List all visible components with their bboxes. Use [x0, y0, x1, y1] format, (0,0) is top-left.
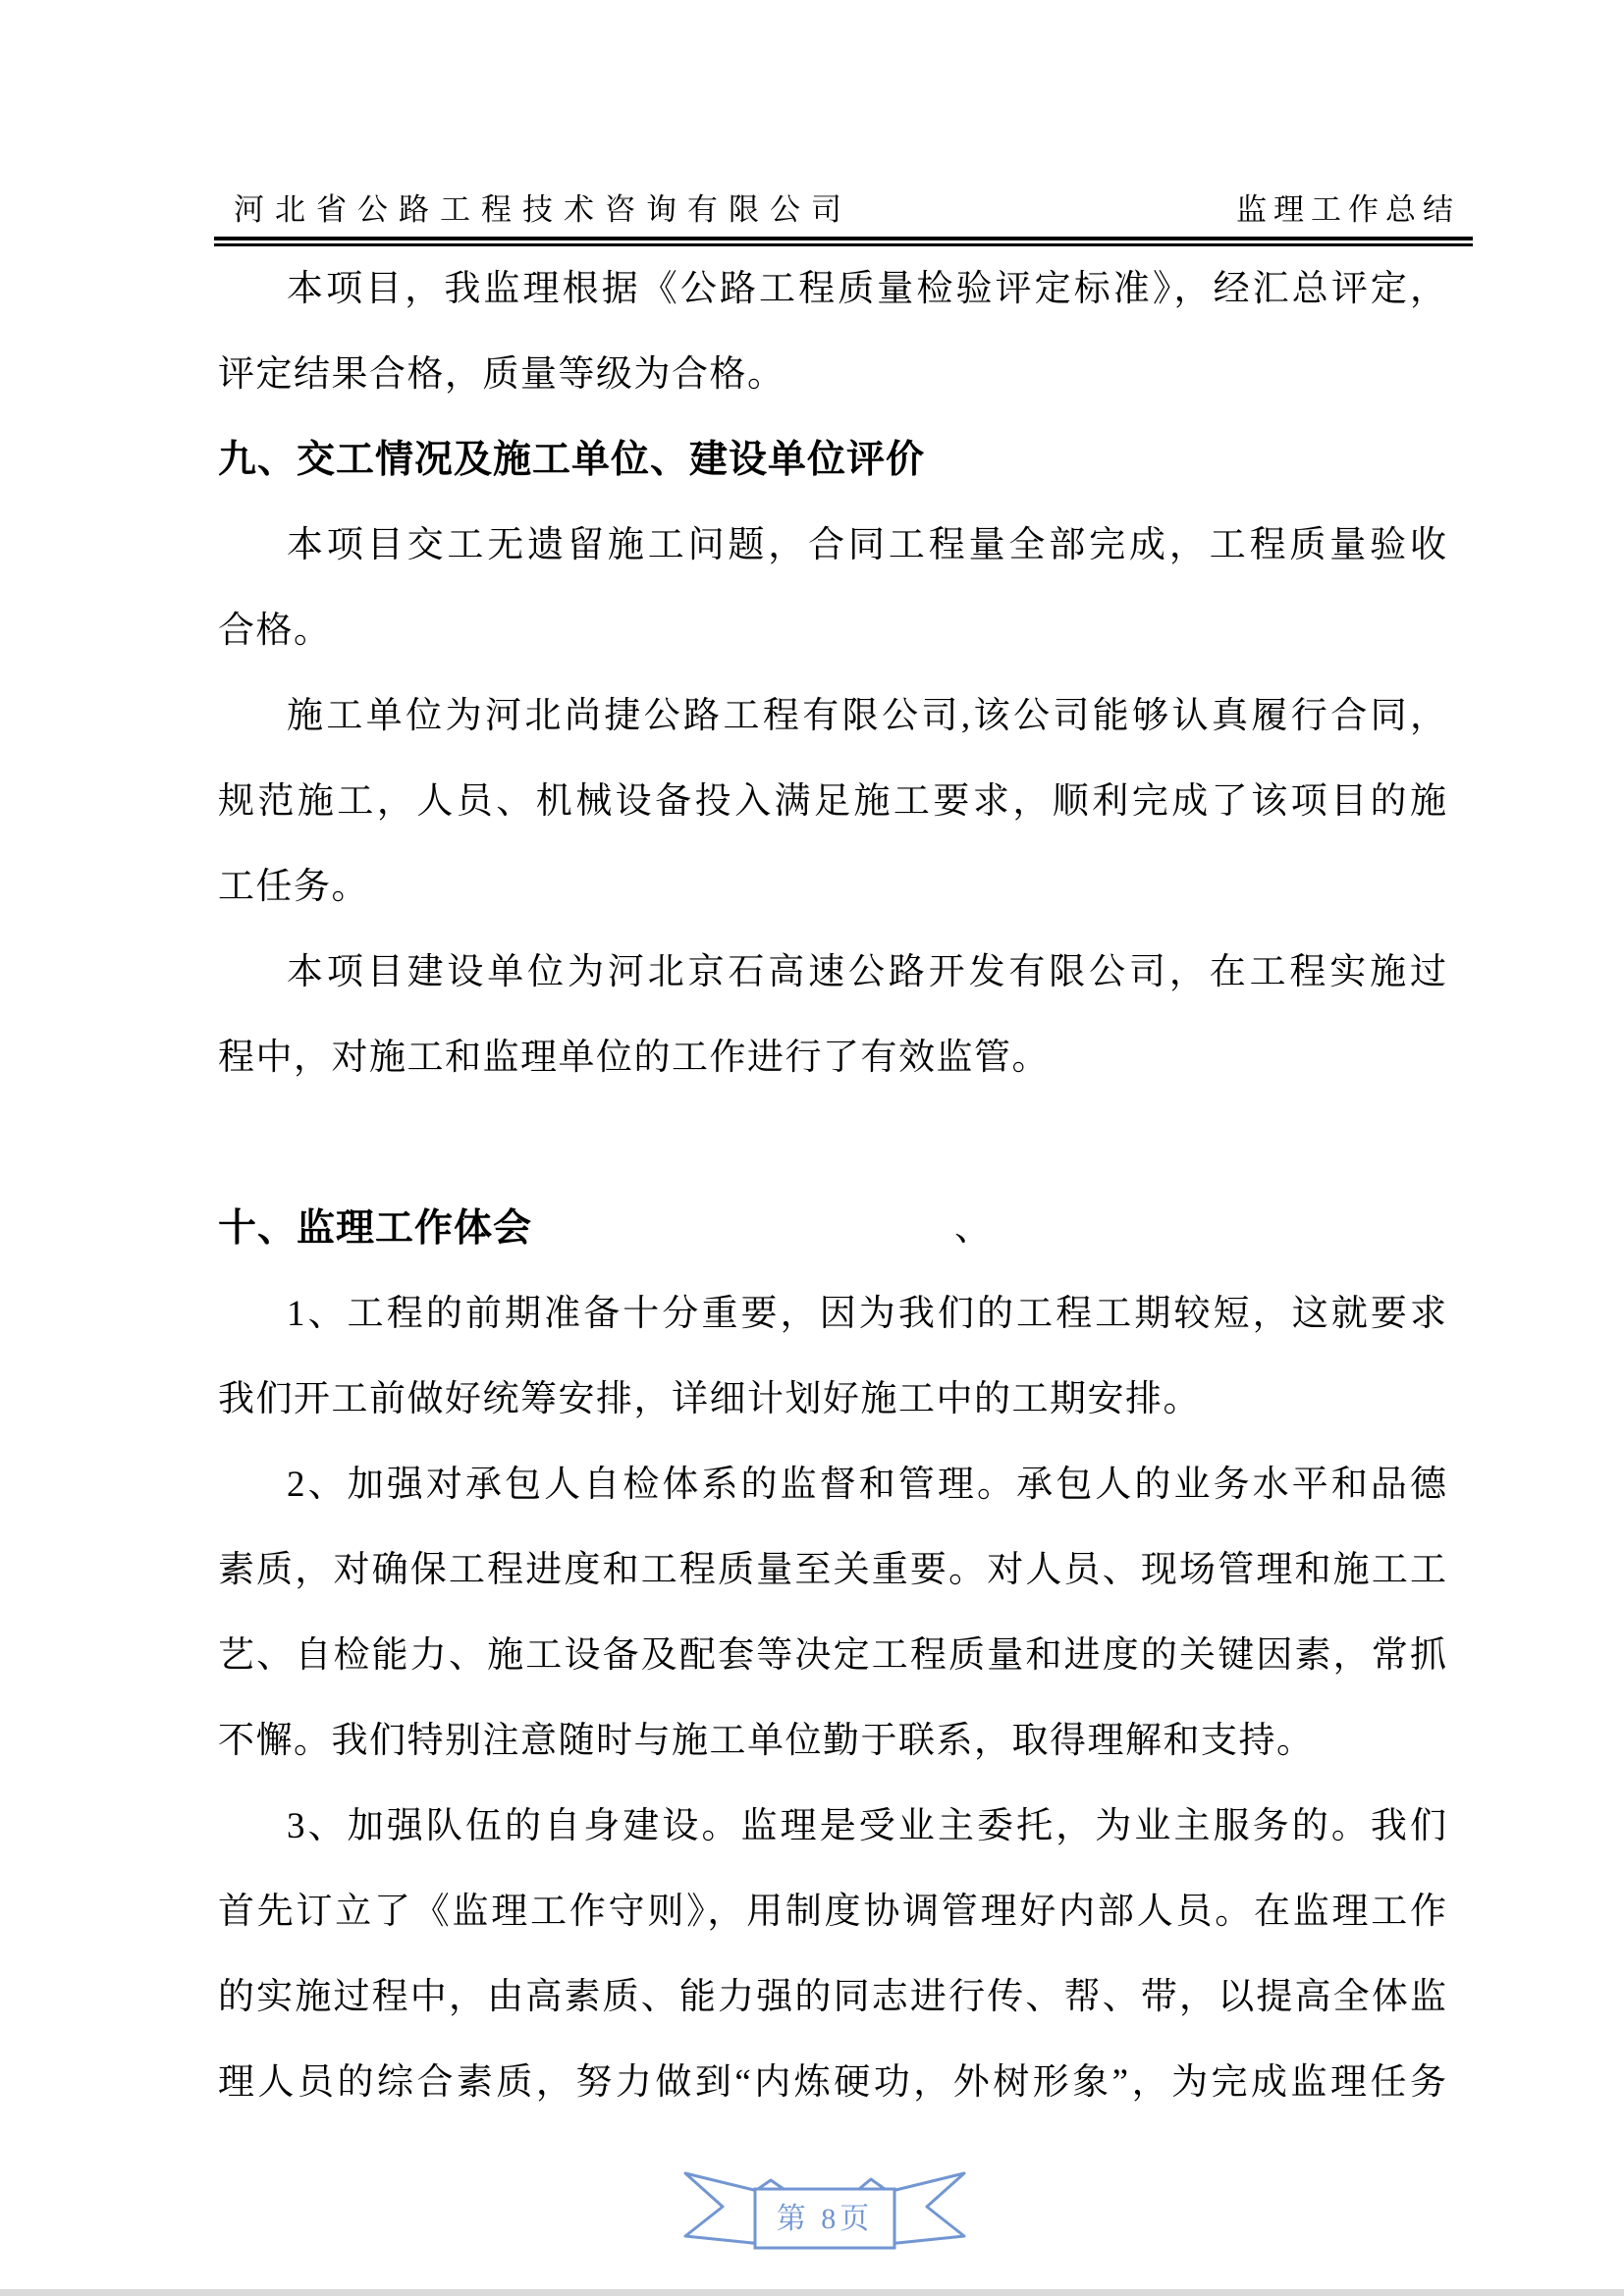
section-heading-9: 九、交工情况及施工单位、建设单位评价	[218, 439, 926, 481]
ribbon-left-tail	[685, 2173, 762, 2244]
body-line: 程中，对施工和监理单位的工作进行了有效监管。	[218, 1038, 1050, 1078]
header-rule	[214, 237, 1473, 246]
body-line: 评定结果合格，质量等级为合格。	[218, 354, 785, 395]
body-line: 规范施工，人员、机械设备投入满足施工要求，顺利完成了该项目的施	[218, 781, 1446, 822]
body-line: 工任务。	[218, 867, 369, 907]
body-line: 理人员的综合素质，努力做到“内炼硬功，外树形象”，为完成监理任务	[218, 2062, 1446, 2103]
page-footer	[677, 2167, 972, 2270]
body-line: 本项目交工无遗留施工问题，合同工程量全部完成，工程质量验收	[287, 525, 1446, 565]
body-line: 我们开工前做好统筹安排，详细计划好施工中的工期安排。	[218, 1379, 1201, 1419]
body-line: 本项目建设单位为河北京石高速公路开发有限公司，在工程实施过	[287, 952, 1446, 992]
page-number: 第 8页	[776, 2203, 874, 2235]
document-body	[218, 246, 1446, 2125]
blank-line	[218, 1100, 1446, 1186]
page-number-ribbon-icon	[677, 2167, 972, 2270]
doc-title: 监理工作总结	[1236, 192, 1460, 227]
body-line: 3、加强队伍的自身建设。监理是受业主委托，为业主服务的。我们	[287, 1806, 1446, 1846]
company-name: 河北省公路工程技术咨询有限公司	[234, 192, 852, 227]
ribbon-right-tail	[888, 2173, 964, 2244]
body-line: 施工单位为河北尚捷公路工程有限公司,该公司能够认真履行合同，	[287, 696, 1446, 736]
body-line: 的实施过程中，由高素质、能力强的同志进行传、帮、带，以提高全体监	[218, 1977, 1446, 2017]
section-heading-10-label: 十、监理工作体会	[218, 1207, 533, 1250]
section-heading-10	[218, 1186, 1446, 1271]
body-line: 2、加强对承包人自检体系的监督和管理。承包人的业务水平和品德	[287, 1465, 1446, 1505]
body-line: 1、工程的前期准备十分重要，因为我们的工程工期较短，这就要求	[287, 1294, 1446, 1334]
body-line: 本项目，我监理根据《公路工程质量检验评定标准》，经汇总评定，	[287, 269, 1446, 309]
page-bottom-edge	[0, 2289, 1624, 2296]
body-line: 艺、自检能力、施工设备及配套等决定工程质量和进度的关键因素，常抓	[218, 1635, 1446, 1676]
body-line: 首先订立了《监理工作守则》，用制度协调管理好内部人员。在监理工作	[218, 1892, 1446, 1932]
stray-comma-mark: 、	[954, 1208, 992, 1249]
page-header	[234, 190, 1460, 230]
body-line: 素质，对确保工程进度和工程质量至关重要。对人员、现场管理和施工工	[218, 1550, 1446, 1590]
body-line: 不懈。我们特别注意随时与施工单位勤于联系，取得理解和支持。	[218, 1721, 1315, 1761]
body-line: 合格。	[218, 611, 332, 651]
